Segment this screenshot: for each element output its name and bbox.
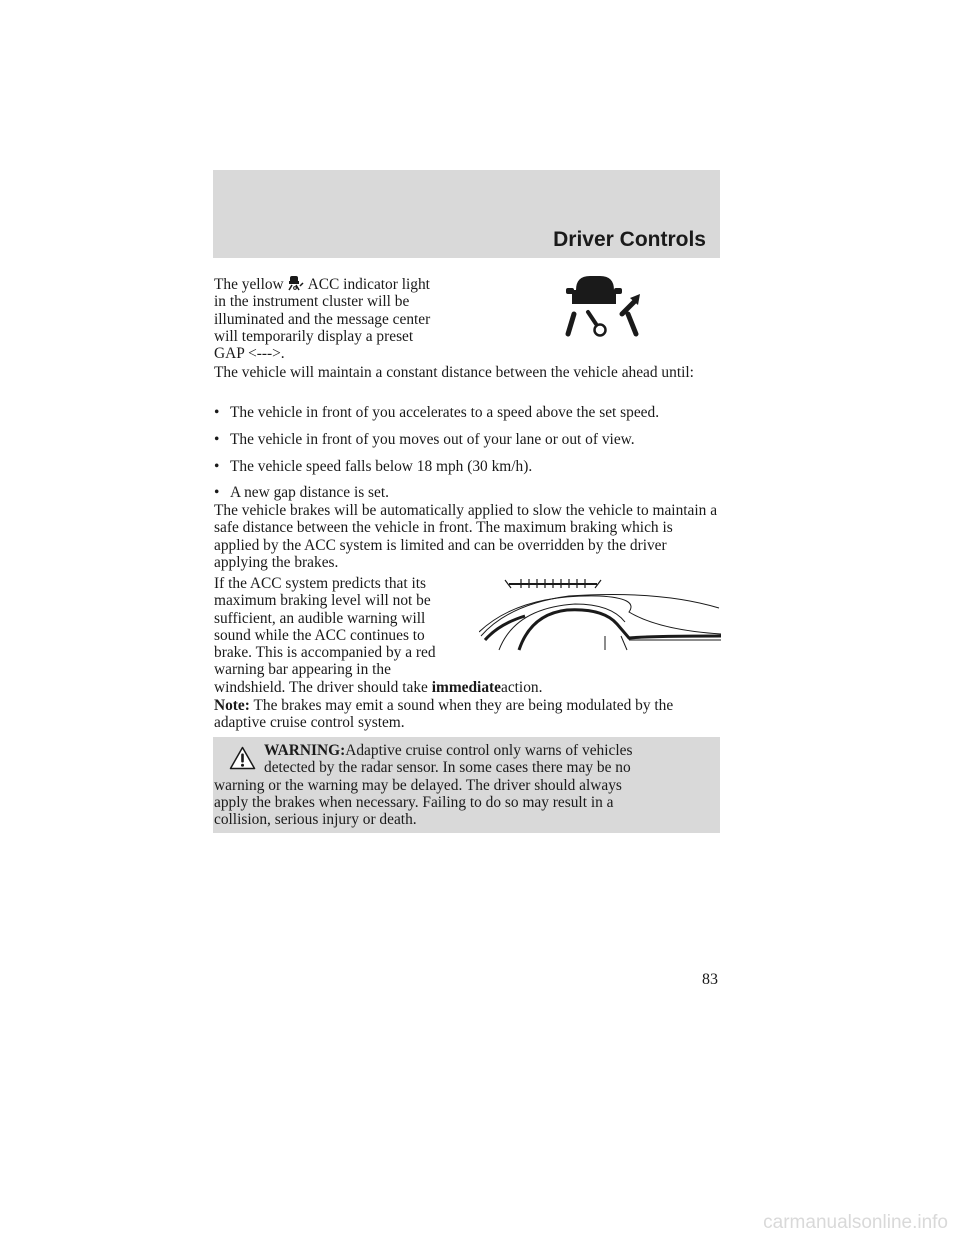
predict-line: If the ACC system predicts that its [214,575,427,592]
warning-line: warning or the warning may be delayed. The driver should always [214,776,622,794]
predict-line: maximum braking level will not be [214,592,431,610]
note-label: Note: [214,697,250,714]
list-item [214,484,720,501]
predict-line: windshield. The driver should take [214,678,428,696]
list-item [214,458,720,475]
bullet-dot: • [214,430,220,448]
predict-line: sufficient, an audible warning will [214,609,426,627]
acc-text-before: The yellow [214,276,284,293]
header-band [213,170,720,258]
acc-indicator-paragraph [214,275,474,362]
note-paragraph [214,697,720,732]
warning-label: WARNING: [264,742,346,759]
acc-line-3: illuminated and the message center [214,310,431,328]
bullet-list [214,404,720,511]
maintain-paragraph: The vehicle will maintain a constant distance between the vehicle ahead until: [214,364,694,381]
list-item-text: A new gap distance is set. [230,484,390,502]
brakes-paragraph: The vehicle brakes will be automatically applied to slow the vehicle to maintain a safe distance between the vehicle in front. The maximum braking which is applied by the ACC system is limited and can be overridden by the driver applying the brakes. [214,502,718,571]
acc-line-5: GAP <--->. [214,345,285,363]
list-item-text: The vehicle speed falls below 18 mph (30 km/h). [230,457,533,475]
bullet-dot: • [214,457,220,475]
predict-line-end: action. [500,678,543,696]
warning-line: collision, serious injury or death. [214,811,417,829]
acc-text-after: ACC indicator light [307,276,430,293]
list-item [214,404,720,421]
acc-line-4: will temporarily display a preset [214,327,414,345]
warning-box [213,737,720,833]
list-item-text: The vehicle in front of you accelerates to a speed above the set speed. [230,404,660,421]
emphasis-immediate: immediate [431,678,501,696]
bullet-dot: • [214,404,220,421]
warning-line: detected by the radar sensor. In some cases there may be no [264,759,631,777]
warning-line: apply the brakes when necessary. Failing to do so may result in a [214,793,614,811]
predict-line: warning bar appearing in the [214,661,391,679]
acc-vehicle-gauge-icon [560,272,644,342]
predict-line: brake. This is accompanied by a red [214,644,436,662]
acc-line-2: in the instrument cluster will be [214,293,410,311]
windshield-warning-bar-icon [479,574,721,652]
acc-small-icon [286,275,304,291]
footer-watermark: carmanualsonline.info [763,1212,948,1233]
section-title: Driver Controls [553,228,706,251]
note-text: The brakes may emit a sound when they are being modulated by the adaptive cruise control system. [214,697,674,732]
list-item [214,431,720,448]
warning-text [214,742,704,828]
bullet-dot: • [214,484,220,502]
list-item-text: The vehicle in front of you moves out of your lane or out of view. [230,430,635,448]
predict-line: sound while the ACC continues to [214,626,425,644]
page-number: 83 [702,971,718,988]
warning-line: Adaptive cruise control only warns of vehicles [345,742,633,759]
